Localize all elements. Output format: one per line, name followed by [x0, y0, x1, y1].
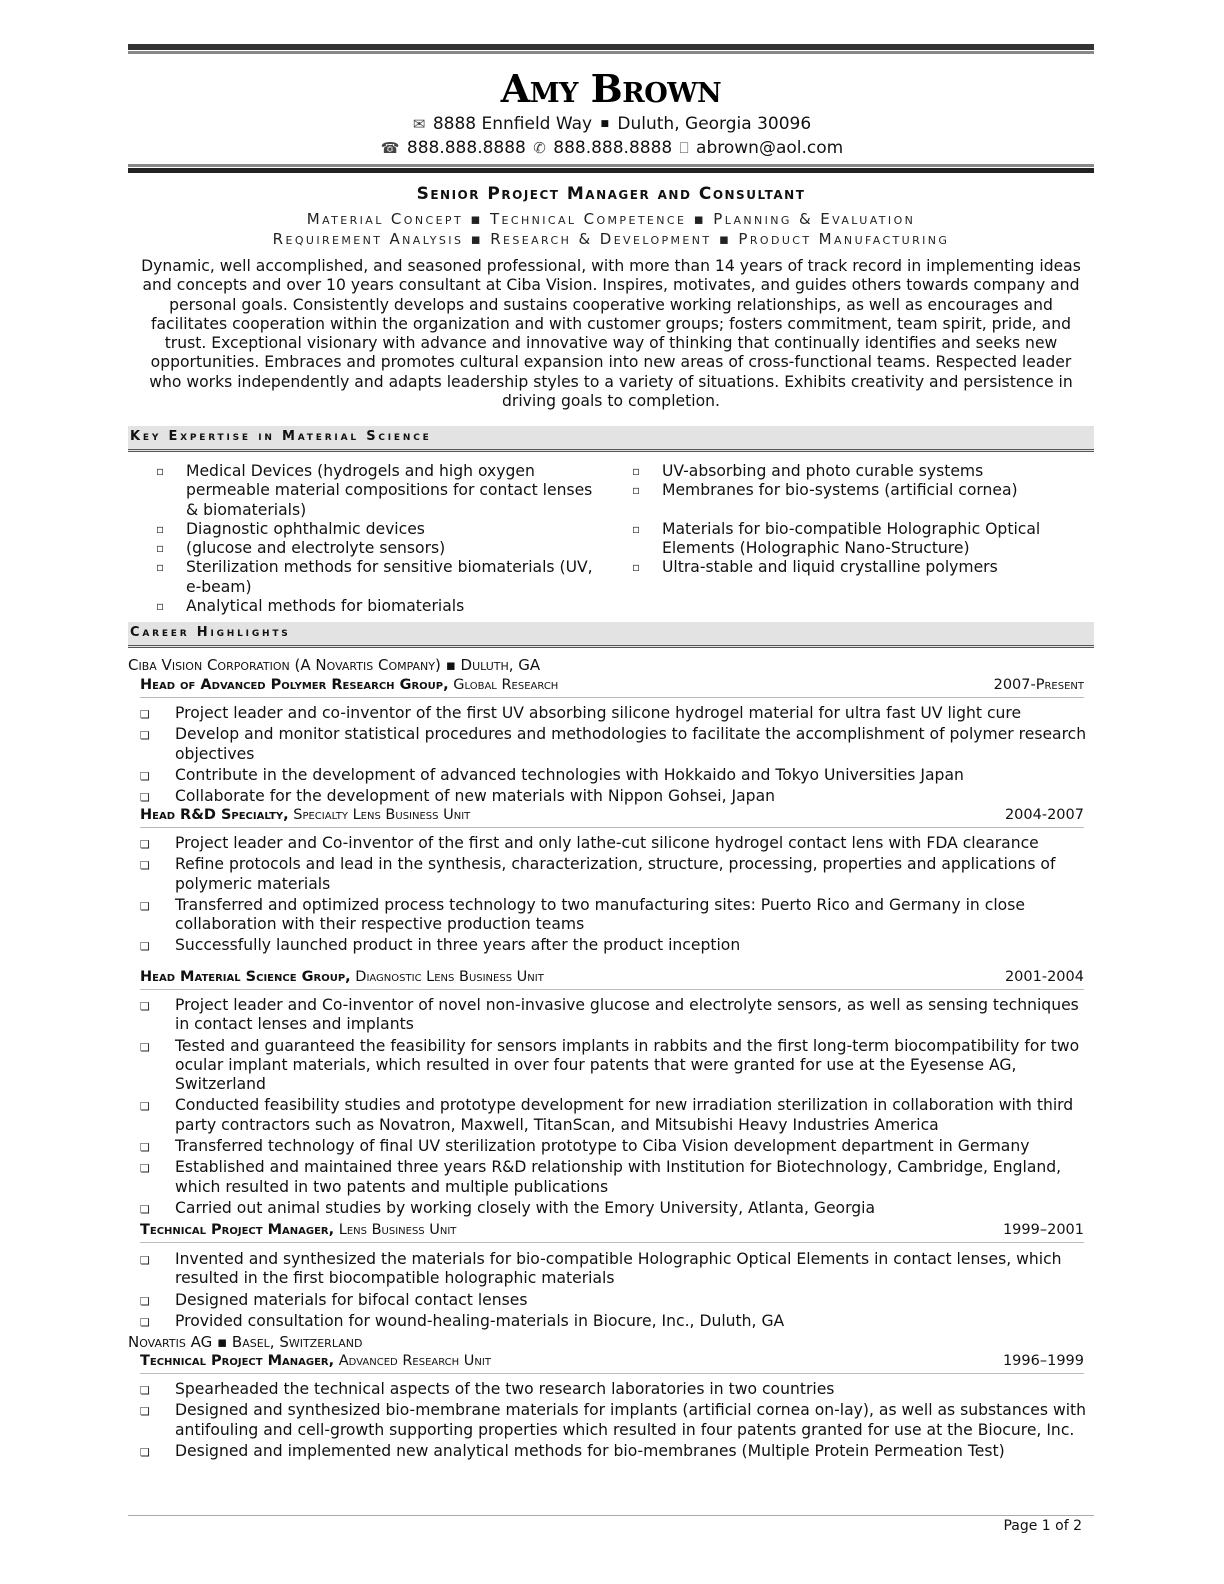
list-item: ❏ Collaborate for the development of new materials with Nippon Gohsei, Japan — [140, 787, 1094, 806]
job-header — [140, 677, 1084, 698]
job-unit: Advanced Research Unit — [338, 1353, 491, 1369]
street-address: 8888 Ennfield Way — [432, 114, 593, 134]
job-unit: Specialty Lens Business Unit — [293, 807, 471, 823]
telephone-icon: ☎ — [380, 139, 400, 157]
professional-title: Senior Project Manager and Consultant — [416, 184, 806, 204]
list-item: ❏ Designed and implemented new analytical methods for bio-membranes (Multiple Protein Permeation Test) — [140, 1442, 1094, 1461]
list-item: ▫ Medical Devices (hydrogels and high oxygen permeable material compositions for contact lenses & biomaterials) — [156, 462, 596, 520]
section-title: Key Expertise in Material Science — [130, 429, 432, 444]
city-state-zip: Duluth, Georgia 30096 — [617, 114, 812, 134]
list-item: ▫ Diagnostic ophthalmic devices — [156, 520, 596, 539]
job-bullets — [140, 1250, 1094, 1333]
job-title: Technical Project Manager, — [140, 1222, 335, 1238]
list-item: ▫ (glucose and electrolyte sensors) — [156, 539, 596, 558]
separator-square-icon: ■ — [600, 119, 609, 129]
email-address: abrown@aol.com — [696, 138, 844, 158]
envelope-icon: ✉ — [412, 115, 426, 133]
job-unit: Global Research — [453, 677, 559, 693]
list-item: ❏ Invented and synthesized the materials for bio-compatible Holographic Optical Elements in contact lenses, which resulted in the first biocompatible holographic materials — [140, 1250, 1094, 1289]
job-header — [140, 969, 1084, 990]
list-item: ▫ Analytical methods for biomaterials — [156, 597, 596, 616]
job-unit: Diagnostic Lens Business Unit — [355, 969, 544, 985]
job-title: Head Material Science Group, — [140, 969, 351, 985]
company-ciba-vision: Ciba Vision Corporation (A Novartis Company) ▪ Duluth, GA — [128, 656, 541, 674]
list-item: ❏ Spearheaded the technical aspects of the two research laboratories in two countries — [140, 1380, 1094, 1399]
job-bullets — [140, 704, 1094, 808]
list-item: ❏ Carried out animal studies by working closely with the Emory University, Atlanta, Georgia — [140, 1199, 1094, 1218]
company-novartis: Novartis AG ▪ Basel, Switzerland — [128, 1333, 363, 1351]
job-bullets — [140, 834, 1094, 958]
job-years: 1996–1999 — [1002, 1353, 1084, 1369]
job-years: 1999–2001 — [1002, 1222, 1084, 1238]
list-item: ❏ Provided consultation for wound-healing-materials in Biocure, Inc., Duluth, GA — [140, 1312, 1094, 1331]
mobile-phone-icon: ✆ — [533, 139, 546, 157]
mobile-number: 888.888.8888 — [553, 138, 673, 158]
list-item: ❏ Contribute in the development of advanced technologies with Hokkaido and Tokyo Universities Japan — [140, 766, 1094, 785]
job-title: Head of Advanced Polymer Research Group, — [140, 677, 449, 693]
resume-page — [128, 0, 1094, 1584]
section-title: Career Highlights — [130, 625, 291, 640]
skills-line-2: Requirement Analysis ▪ Research & Development ▪ Product Manufacturing — [272, 230, 950, 248]
list-item: ❏ Transferred and optimized process technology to two manufacturing sites: Puerto Rico and Germany in close collaboration with their respective production teams — [140, 896, 1094, 935]
list-item: ❏ Project leader and co-inventor of the first UV absorbing silicone hydrogel material for ultra fast UV light cure — [140, 704, 1094, 723]
list-item: ❏ Conducted feasibility studies and prototype development for new irradiation sterilization in collaboration with third party contractors such as Novatron, Maxwell, TitanScan, and Mitsubishi Heavy Industries America — [140, 1096, 1094, 1135]
list-item: ❏ Refine protocols and lead in the synthesis, characterization, structure, processing, properties and applications of polymeric materials — [140, 855, 1094, 894]
list-item: ▫ Materials for bio-compatible Holographic Optical Elements (Holographic Nano-Structure) — [632, 520, 1072, 559]
section-header-career — [128, 622, 1094, 648]
list-item: ❏ Develop and monitor statistical procedures and methodologies to facilitate the accomplishment of polymer research objectives — [140, 725, 1094, 764]
page-number: Page 1 of 2 — [1003, 1518, 1082, 1534]
section-header-expertise — [128, 426, 1094, 452]
top-rule — [128, 44, 1094, 54]
skills-line-1: Material Concept ▪ Technical Competence ▪ Planning & Evaluation — [306, 210, 916, 228]
list-item: ▫ Ultra-stable and liquid crystalline polymers — [632, 558, 1072, 577]
address-line — [128, 114, 1094, 134]
job-years: 2004-2007 — [1004, 807, 1084, 823]
list-item: ❏ Designed materials for bifocal contact lenses — [140, 1291, 1094, 1310]
candidate-name: Amy Brown — [500, 66, 722, 111]
job-bullets — [140, 1380, 1094, 1463]
header-rule — [128, 164, 1094, 173]
job-header — [140, 807, 1084, 828]
list-item: ❏ Project leader and Co-inventor of the first and only lathe-cut silicone hydrogel contact lens with FDA clearance — [140, 834, 1094, 853]
job-years: 2001-2004 — [1004, 969, 1084, 985]
professional-summary: Dynamic, well accomplished, and seasoned professional, with more than 14 years of track record in implementing ideas and concepts and over 10 years consultant at Ciba Vision. Inspires, motivates, and guides others towards company and personal goals. Consistently develops and sustains cooperative working relationships, as well as encourages and facilitates cooperation within the organization and with customer groups; fosters commitment, team spirit, pride, and trust. Exceptional visionary with advance and innovative way of thinking that continually identifies and seeks new opportunities. Embraces and promotes cultural expansion into new areas of cross-functional teams. Respected leader who works independently and adapts leadership styles to a variety of situations. Exhibits creativity and persistence in driving goals to completion. — [141, 257, 1081, 411]
phone-number: 888.888.8888 — [406, 138, 526, 158]
list-item: ❏ Designed and synthesized bio-membrane materials for implants (artificial cornea on-lay), as well as substances with antifouling and cell-growth supporting properties which resulted in four patents granted for use at the Biocure, Inc. — [140, 1401, 1094, 1440]
list-item: ▫ Membranes for bio-systems (artificial cornea) — [632, 481, 1072, 500]
list-item: ▫ UV-absorbing and photo curable systems — [632, 462, 1072, 481]
job-bullets — [140, 996, 1094, 1220]
job-header — [140, 1222, 1084, 1243]
phone-email-line — [128, 138, 1094, 158]
list-item: ❏ Established and maintained three years R&D relationship with Institution for Biotechnology, Cambridge, England, which resulted in two patents and multiple publications — [140, 1158, 1094, 1197]
expertise-list-right — [632, 462, 1072, 577]
expertise-list-left — [156, 462, 596, 616]
footer-rule — [128, 1515, 1094, 1516]
list-item: ❏ Tested and guaranteed the feasibility for sensors implants in rabbits and the first long-term biocompatibility for two ocular implant materials, which resulted in over four patents that were granted for use at the Eyesense AG, Switzerland — [140, 1037, 1094, 1095]
list-item: ❏ Transferred technology of final UV sterilization prototype to Ciba Vision development department in Germany — [140, 1137, 1094, 1156]
job-title: Head R&D Specialty, — [140, 807, 289, 823]
computer-icon: ⎕ — [679, 139, 689, 157]
list-item: ❏ Successfully launched product in three years after the product inception — [140, 936, 1094, 955]
job-title: Technical Project Manager, — [140, 1353, 335, 1369]
job-header — [140, 1353, 1084, 1374]
list-item: ▫ Sterilization methods for sensitive biomaterials (UV, e-beam) — [156, 558, 596, 597]
list-item: ❏ Project leader and Co-inventor of novel non-invasive glucose and electrolyte sensors, as well as sensing techniques in contact lenses and implants — [140, 996, 1094, 1035]
job-unit: Lens Business Unit — [338, 1222, 457, 1238]
job-years: 2007-Present — [993, 677, 1084, 693]
